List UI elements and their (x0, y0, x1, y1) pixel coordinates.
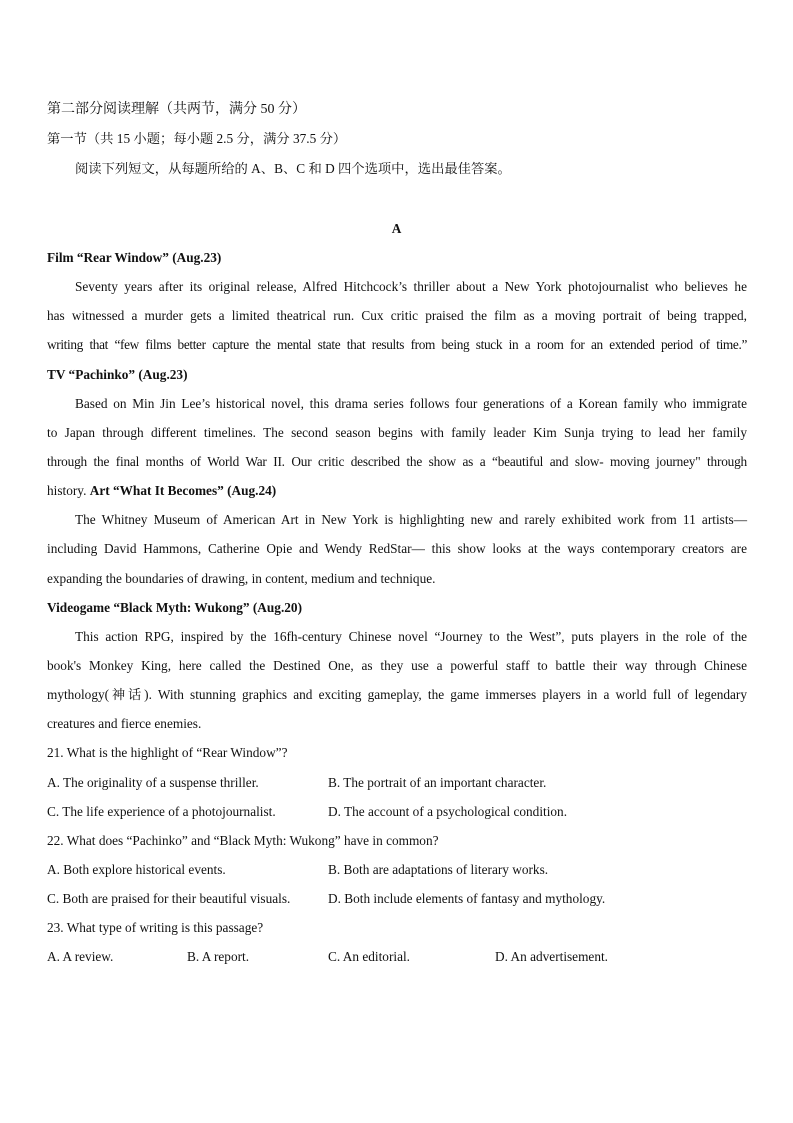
answer-option: D. The account of a psychological condition. (328, 804, 568, 819)
answer-option: D. Both include elements of fantasy and mythology. (328, 891, 606, 906)
answer-option: C. The life experience of a photojournalist. (47, 804, 276, 819)
answer-option: A. A review. (47, 949, 114, 964)
paragraph-line: expanding the boundaries of drawing, in content, medium and technique. (47, 571, 436, 586)
item-heading-tv: TV “Pachinko” (Aug.23) (47, 367, 188, 382)
paragraph-line: including David Hammons, Catherine Opie and Wendy RedStar— this show looks at the ways contemporary creators are (47, 541, 747, 556)
paragraph-line: creatures and fierce enemies. (47, 716, 202, 731)
paragraph-line: This action RPG, inspired by the 16fh-century Chinese novel “Journey to the West”, puts players in the role of the (75, 629, 747, 644)
paragraph-line: has witnessed a murder gets a limited theatrical run. Cux critic praised the film as a moving portrait of being trapped, (47, 308, 747, 323)
answer-option: A. The originality of a suspense thriller. (47, 775, 259, 790)
paragraph-line: to Japan through different timelines. The second season begins with family leader Kim Sunja trying to lead her family (47, 425, 747, 440)
paragraph-line: The Whitney Museum of American Art in New York is highlighting new and rarely exhibited work from 11 artists— (75, 512, 747, 527)
item-heading-film: Film “Rear Window” (Aug.23) (47, 250, 222, 265)
answer-option: C. Both are praised for their beautiful visuals. (47, 891, 291, 906)
answer-option: A. Both explore historical events. (47, 862, 226, 877)
answer-option: B. Both are adaptations of literary works. (328, 862, 549, 877)
paragraph-line: Seventy years after its original release, Alfred Hitchcock’s thriller about a New York photojournalist who believes he (75, 279, 747, 294)
item-heading-art: Art “What It Becomes” (Aug.24) (89, 483, 277, 498)
answer-option: C. An editorial. (328, 949, 410, 964)
paragraph-line: history. (47, 483, 87, 498)
question-stem: 22. What does “Pachinko” and “Black Myth: Wukong” have in common? (47, 833, 439, 848)
paragraph-line: Based on Min Jin Lee’s historical novel, this drama series follows four generations of a Korean family who immigrate (75, 396, 747, 411)
answer-option: D. An advertisement. (495, 949, 608, 964)
instructions: 阅读下列短文，从每题所给的 A、B、C 和 D 四个选项中，选出最佳答案。 (75, 161, 511, 176)
passage-label: A (391, 221, 402, 236)
question-stem: 21. What is the highlight of “Rear Window”? (47, 745, 288, 760)
question-stem: 23. What type of writing is this passage? (47, 920, 264, 935)
item-heading-videogame: Videogame “Black Myth: Wukong” (Aug.20) (47, 600, 302, 615)
paragraph-line-with-heading (47, 482, 276, 500)
paragraph-line: mythology(神话). With stunning graphics and exciting gameplay, the game immerses players in a world full of legendary (47, 687, 747, 702)
answer-option: B. A report. (187, 949, 250, 964)
section-title: 第二部分阅读理解（共两节，满分 50 分） (47, 102, 306, 117)
paragraph-line: writing that “few films better capture the mental state that results from being stuck in a room for an extended period of time.” (47, 337, 747, 352)
section-subtitle: 第一节（共 15 小题；每小题 2.5 分，满分 37.5 分） (47, 131, 347, 146)
answer-option: B. The portrait of an important character. (328, 775, 547, 790)
paragraph-line: through the final months of World War II. Our critic described the show as a “beautiful and slow- moving journey" through (47, 454, 747, 469)
paragraph-line: book's Monkey King, here called the Destined One, as they use a powerful staff to battle their way through Chinese (47, 658, 747, 673)
